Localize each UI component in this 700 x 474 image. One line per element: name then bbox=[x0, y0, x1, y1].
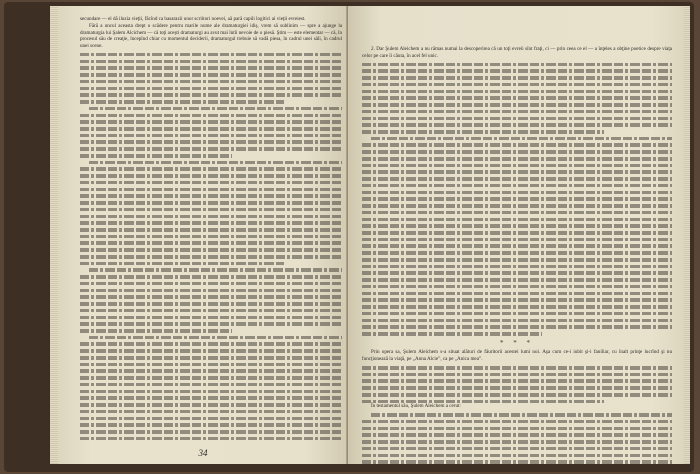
right-page-text bbox=[348, 46, 684, 464]
paragraph: Prin opera sa, Şulem Aleichem s-a situat alături de făuritorii acestei lumi noi. Aşa cum ce-i iubit şi-i faniliar, cu înalt prinţe lucrînd şi nu funcţionează la viaţă, pe „Anna Alcie”, ca pe „Anica mea”. bbox=[362, 349, 672, 363]
paragraph: 2. Dar Şulem Aleichem a nu rămas numai la descoperirea că un toţi evreii sînt fraţi, ci — prin ceea ce el — a înţeles a obţine poetice despre viaţa celor pe care îi căuta, în acel fel unic. bbox=[362, 46, 672, 59]
right-page bbox=[348, 6, 684, 464]
left-page-edge bbox=[50, 6, 58, 464]
left-page-text bbox=[58, 16, 348, 440]
section-separator: * * * bbox=[500, 338, 534, 347]
right-page-edge bbox=[684, 6, 690, 464]
paragraph: În testamentul său, Şulem Aleichem a cerut: bbox=[371, 403, 461, 410]
page-number: 34 bbox=[198, 448, 208, 458]
left-page bbox=[58, 6, 348, 464]
paragraph: Fără a uncul aceasta drept o scădere pentru marile nume ale dramaturgiei idiș, vrem să sublinim — spre a ajunge la dramaturgia lui Şalem Alcichem — că toţi acești dramaturgi au avut mai întîi nevoie de o piesă. Ştim — este elementar — că, în procesul său de creaţie, începînd chiar cu momentul deciderii, dramaturgul trebuie să vadă piesa, în cadrul unei săli, în cadrul unei scene. bbox=[80, 22, 342, 49]
paragraph: secundare — el dă iluzia vieţii, făcînd ca basarazii unor scriitori noevei, aă pară capili logitici ai vieţii evreiest. bbox=[80, 16, 306, 22]
